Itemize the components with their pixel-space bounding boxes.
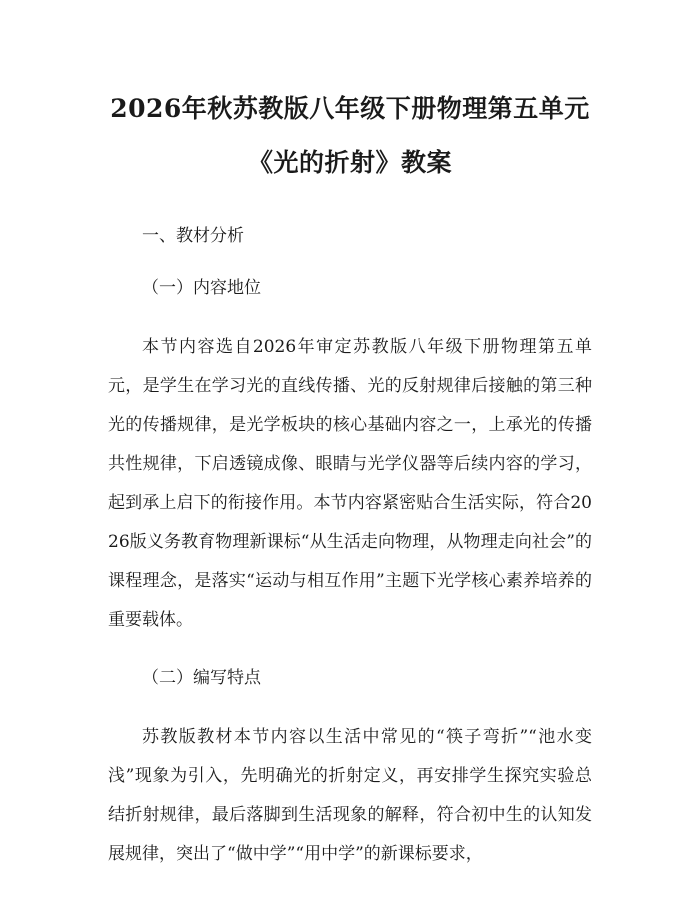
document-title-line-2: 《光的折射》教案 <box>247 148 452 177</box>
document-title-line-1: 2026年秋苏教版八年级下册物理第五单元 <box>110 94 590 123</box>
document-title <box>108 84 592 188</box>
paragraph-content-position: 本节内容选自2026年审定苏教版八年级下册物理第五单元，是学生在学习光的直线传播、光的反射规律后接触的第三种光的传播规律，是光学板块的核心基础内容之一，上承光的传播共性规律，下启透镜成像、眼睛与光学仪器等后续内容的学习，起到承上启下的衔接作用。本节内容紧密贴合生活实际，符合2026版义务教育物理新课标“从生活走向物理，从物理走向社会”的课程理念，是落实“运动与相互作用”主题下光学核心素养培养的重要载体。 <box>108 337 592 630</box>
section-heading-teaching-material-analysis: 一、教材分析 <box>142 226 244 246</box>
subsection-heading-content-position: （一）内容地位 <box>142 278 261 298</box>
subsection-heading-writing-features: （二）编写特点 <box>142 668 261 688</box>
paragraph-writing-features: 苏教版教材本节内容以生活中常见的“筷子弯折”“池水变浅”现象为引入，先明确光的折射定义，再安排学生探究实验总结折射规律，最后落脚到生活现象的解释，符合初中生的认知发展规律，突出了“做中学”“用中学”的新课标要求， <box>108 727 592 864</box>
